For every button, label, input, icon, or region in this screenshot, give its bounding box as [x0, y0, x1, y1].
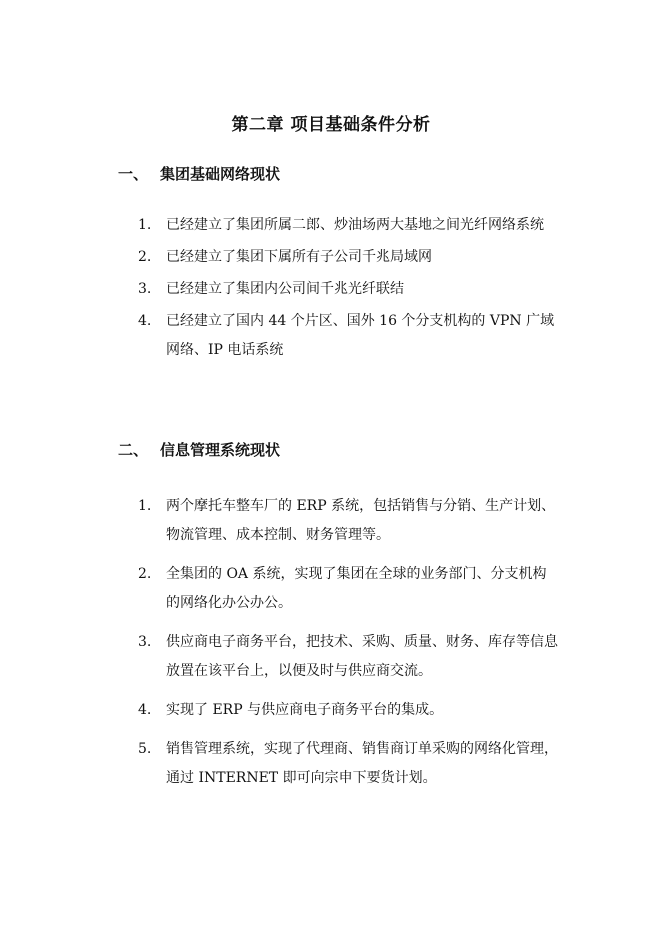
list-item [138, 211, 558, 240]
list-item-text: 已经建立了国内 44 个片区、国外 16 个分支机构的 VPN 广域网络、IP 电话系统 [166, 313, 555, 358]
list-item-text: 已经建立了集团内公司间千兆光纤联结 [166, 281, 404, 297]
section-number: 二、 [118, 441, 149, 459]
list-item [138, 243, 558, 272]
section-title: 信息管理系统现状 [160, 441, 281, 459]
list-item [138, 307, 558, 365]
list-item-text: 实现了 ERP 与供应商电子商务平台的集成。 [166, 702, 444, 718]
chapter-title: 第二章 项目基础条件分析 [231, 115, 431, 135]
list-item-text: 已经建立了集团下属所有子公司千兆局域网 [166, 249, 432, 265]
list-item-text: 销售管理系统，实现了代理商、销售商订单采购的网络化管理，通过 INTERNET 即可向宗申下要货计划。 [166, 741, 558, 786]
list-marker: 2. [138, 249, 152, 265]
list-marker: 3. [138, 634, 152, 650]
list-item [138, 275, 558, 304]
list-marker: 4. [138, 313, 152, 329]
section-title: 集团基础网络现状 [160, 165, 281, 183]
network-status-list [138, 211, 558, 368]
list-marker: 1. [138, 498, 152, 514]
list-marker: 2. [138, 566, 152, 582]
list-marker: 3. [138, 281, 152, 297]
info-systems-list [138, 492, 558, 803]
section-heading-info-systems [118, 439, 280, 460]
list-item [138, 628, 558, 686]
section-number: 一、 [118, 165, 149, 183]
section-heading-network [118, 163, 280, 184]
list-item [138, 696, 558, 725]
list-marker: 5. [138, 741, 152, 757]
list-marker: 4. [138, 702, 152, 718]
list-item-text: 全集团的 OA 系统，实现了集团在全球的业务部门、分支机构的网络化办公办公。 [166, 566, 547, 611]
list-item [138, 735, 558, 793]
list-item-text: 两个摩托车整车厂的 ERP 系统，包括销售与分销、生产计划、物流管理、成本控制、财务管理等。 [166, 498, 556, 543]
list-item-text: 已经建立了集团所属二郎、炒油场两大基地之间光纤网络系统 [166, 217, 544, 233]
list-item-text: 供应商电子商务平台，把技术、采购、质量、财务、库存等信息放置在该平台上，以便及时与供应商交流。 [166, 634, 558, 679]
list-marker: 1. [138, 217, 152, 233]
list-item [138, 560, 558, 618]
list-item [138, 492, 558, 550]
